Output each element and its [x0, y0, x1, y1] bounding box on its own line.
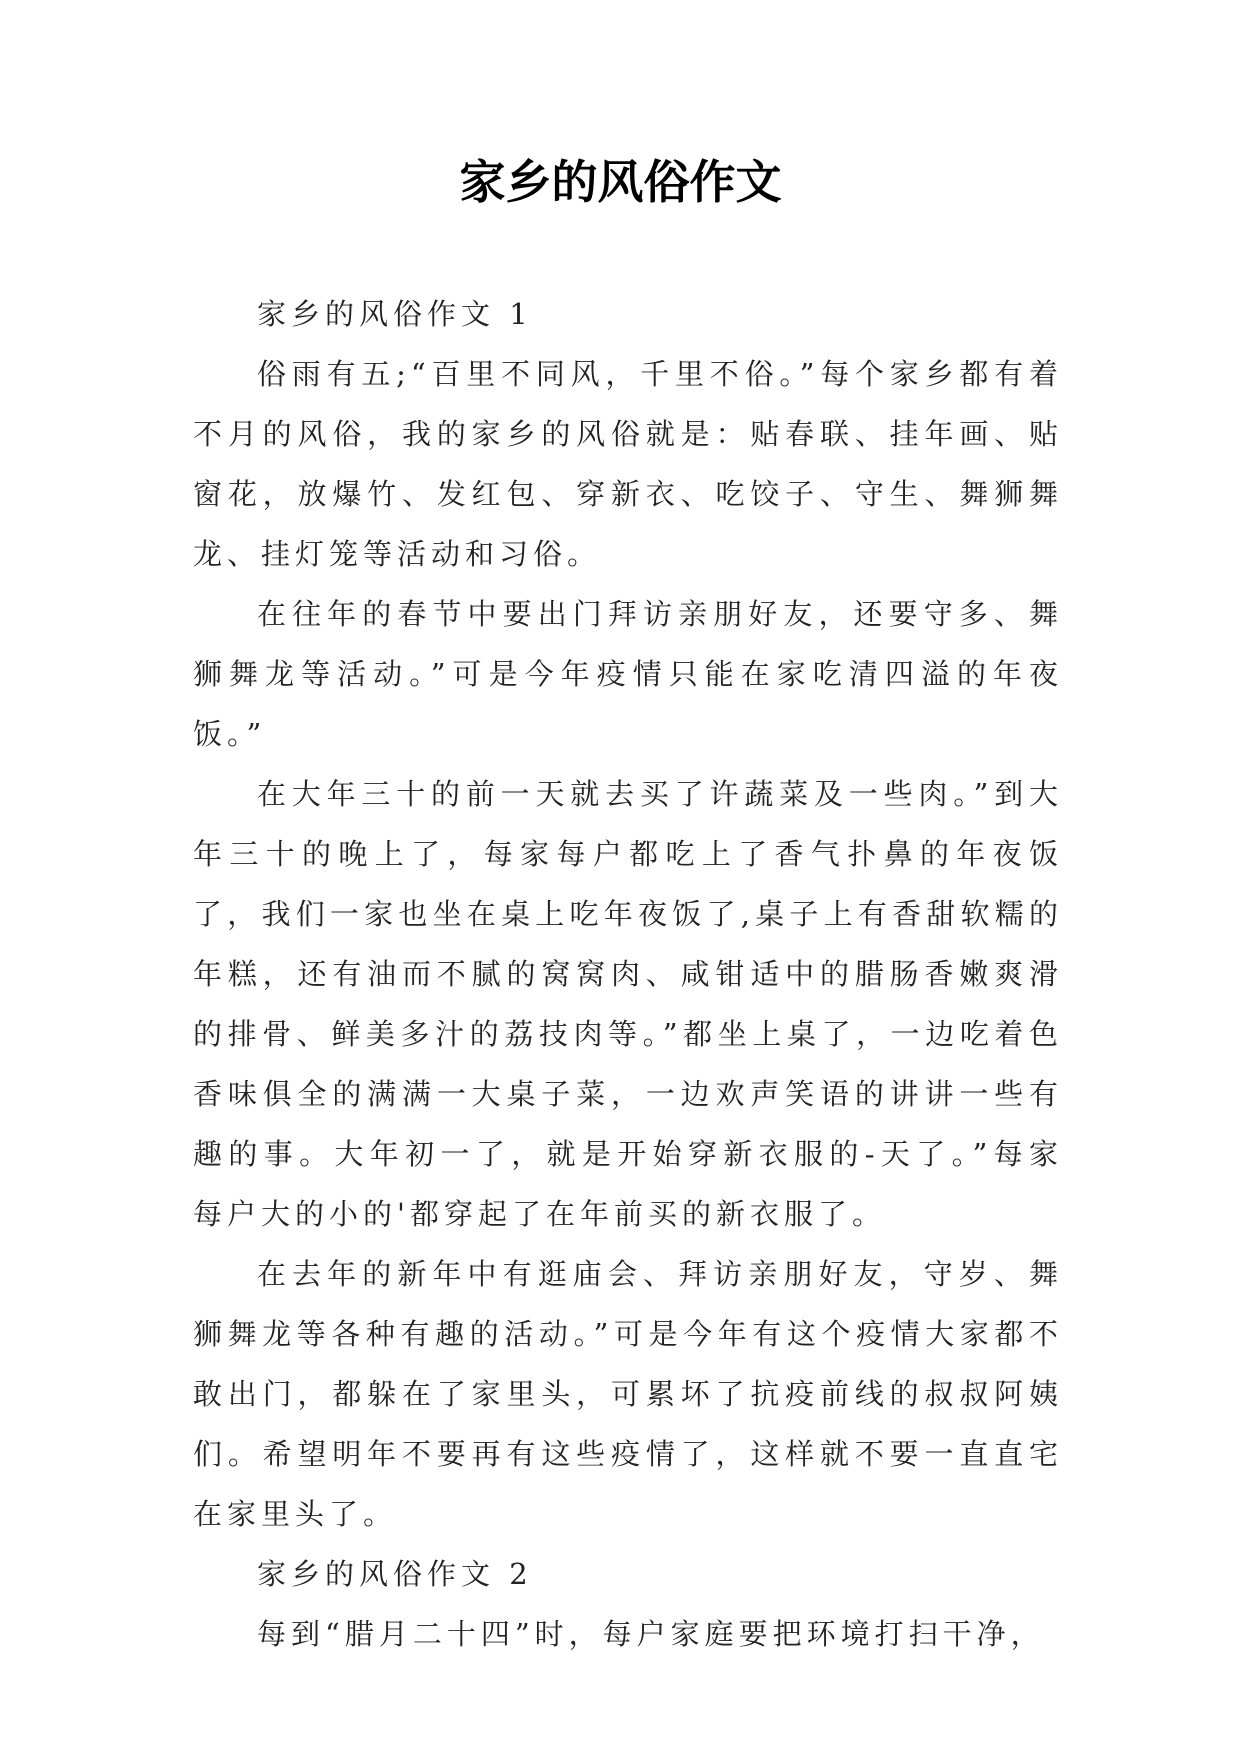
paragraph-1: 俗雨有五;“百里不同风，千里不俗。”每个家乡都有着不月的风俗，我的家乡的风俗就是：贴春联、挂年画、贴窗花，放爆竹、发红包、穿新衣、吃饺子、守生、舞狮舞龙、挂灯笼等活动和习俗。	[193, 357, 1063, 571]
paragraph-4: 在去年的新年中有逛庙会、拜访亲朋好友，守岁、舞狮舞龙等各种有趣的活动。”可是今年有这个疫情大家都不敢出门，都躲在了家里头，可累坏了抗疫前线的叔叔阿姨们。希望明年不要再有这些疫情了，这样就不要一直直宅在家里头了。	[193, 1257, 1063, 1531]
paragraph-5: 每到“腊月二十四”时，每户家庭要把环境打扫干净，	[257, 1617, 1045, 1651]
paragraph-2: 在往年的春节中要出门拜访亲朋好友，还要守多、舞狮舞龙等活动。”可是今年疫情只能在家吃清四溢的年夜饭。”	[193, 597, 1063, 751]
document-body	[193, 284, 1063, 1664]
section-heading-1: 家乡的风俗作文 1	[257, 297, 533, 331]
paragraph-3: 在大年三十的前一天就去买了许蔬菜及一些肉。”到大年三十的晚上了，每家每户都吃上了香气扑鼻的年夜饭了，我们一家也坐在桌上吃年夜饭了,桌子上有香甜软糯的年糕，还有油而不腻的窝窝肉、咸钳适中的腊肠香嫩爽滑的排骨、鲜美多汁的荔技肉等。”都坐上桌了，一边吃着色香味俱全的满满一大桌子菜，一边欢声笑语的讲讲一些有趣的事。大年初一了，就是开始穿新衣服的-天了。”每家每户大的小的'都穿起了在年前买的新衣服了。	[193, 777, 1063, 1231]
document-title: 家乡的风俗作文	[459, 155, 782, 209]
section-heading-2: 家乡的风俗作文 2	[257, 1557, 533, 1591]
